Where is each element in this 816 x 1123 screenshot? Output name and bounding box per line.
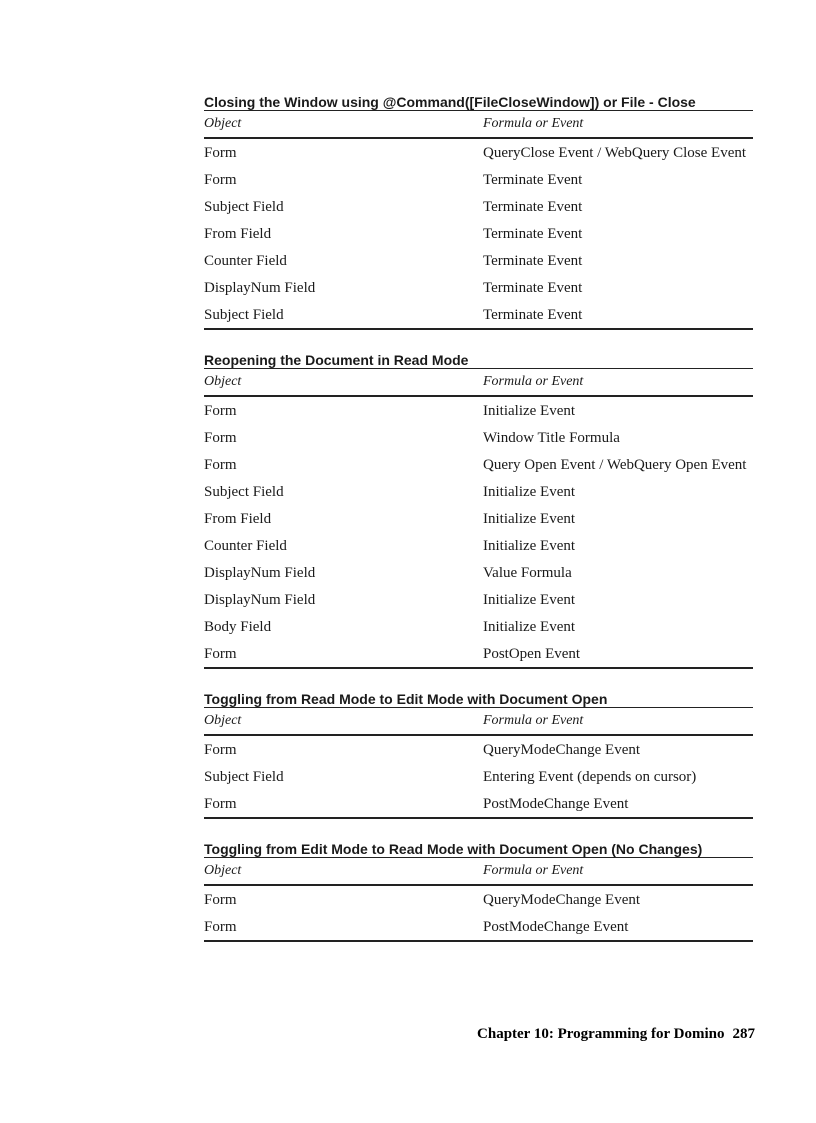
object-cell: Subject Field xyxy=(204,769,284,785)
table-row xyxy=(204,166,753,193)
object-cell: From Field xyxy=(204,511,272,527)
table-header-row xyxy=(204,111,753,139)
section-title: Closing the Window using @Command([FileCloseWindow]) or File - Close xyxy=(204,94,696,110)
object-cell: Form xyxy=(204,145,237,161)
table-header-row xyxy=(204,708,753,736)
column-header-object: Object xyxy=(204,858,483,886)
table-row xyxy=(204,640,753,668)
object-cell: Form xyxy=(204,457,237,473)
object-cell: Form xyxy=(204,430,237,446)
table-row xyxy=(204,735,753,763)
chapter-title: Chapter 10: Programming for Domino xyxy=(477,1026,725,1042)
table-row xyxy=(204,193,753,220)
event-cell: Value Formula xyxy=(483,565,572,581)
table-row xyxy=(204,301,753,329)
table-row xyxy=(204,913,753,941)
column-header-object: Object xyxy=(204,111,483,139)
object-cell: DisplayNum Field xyxy=(204,592,316,608)
section xyxy=(204,84,753,330)
event-cell: PostModeChange Event xyxy=(483,790,753,818)
document-page xyxy=(204,84,753,942)
event-cell: Terminate Event xyxy=(483,280,583,296)
object-cell: Form xyxy=(204,172,237,188)
events-table xyxy=(204,707,753,819)
event-cell: Terminate Event xyxy=(483,226,583,242)
event-cell: Terminate Event xyxy=(483,199,583,215)
object-cell: Counter Field xyxy=(204,253,287,269)
object-cell: Subject Field xyxy=(204,301,483,329)
table-row xyxy=(204,532,753,559)
object-cell: Counter Field xyxy=(204,538,287,554)
object-cell: From Field xyxy=(204,226,272,242)
object-cell: Form xyxy=(204,892,237,908)
table-row xyxy=(204,138,753,166)
section-title: Toggling from Edit Mode to Read Mode with Document Open (No Changes) xyxy=(204,841,703,857)
event-cell: Initialize Event xyxy=(483,403,576,419)
section xyxy=(204,681,753,819)
object-cell: Form xyxy=(204,640,483,668)
event-cell: Window Title Formula xyxy=(483,430,620,446)
events-table xyxy=(204,857,753,942)
section-title: Reopening the Document in Read Mode xyxy=(204,352,469,368)
object-cell: Form xyxy=(204,913,483,941)
table-row xyxy=(204,586,753,613)
object-cell: Form xyxy=(204,403,237,419)
event-cell: Terminate Event xyxy=(483,172,583,188)
table-row xyxy=(204,478,753,505)
event-cell: Terminate Event xyxy=(483,253,583,269)
event-cell: Terminate Event xyxy=(483,301,753,329)
object-cell: Form xyxy=(204,742,237,758)
event-cell: QueryClose Event / WebQuery Close Event xyxy=(483,145,747,161)
section xyxy=(204,831,753,942)
table-row xyxy=(204,274,753,301)
event-cell: Entering Event (depends on cursor) xyxy=(483,769,697,785)
table-row xyxy=(204,424,753,451)
table-row xyxy=(204,505,753,532)
section-title: Toggling from Read Mode to Edit Mode with Document Open xyxy=(204,691,608,707)
object-cell: Subject Field xyxy=(204,484,284,500)
event-cell: Initialize Event xyxy=(483,511,576,527)
table-row xyxy=(204,559,753,586)
event-cell: Initialize Event xyxy=(483,484,576,500)
column-header-formula: Formula or Event xyxy=(483,111,753,139)
page-footer xyxy=(204,1026,755,1043)
column-header-formula: Formula or Event xyxy=(483,708,753,736)
object-cell: Body Field xyxy=(204,619,272,635)
table-row xyxy=(204,451,753,478)
event-cell: Query Open Event / WebQuery Open Event xyxy=(483,457,747,473)
column-header-object: Object xyxy=(204,369,483,397)
object-cell: DisplayNum Field xyxy=(204,565,316,581)
section xyxy=(204,342,753,669)
event-cell: PostOpen Event xyxy=(483,640,753,668)
table-row xyxy=(204,763,753,790)
column-header-object: Object xyxy=(204,708,483,736)
object-cell: DisplayNum Field xyxy=(204,280,316,296)
event-cell: Initialize Event xyxy=(483,538,576,554)
table-header-row xyxy=(204,858,753,886)
table-row xyxy=(204,790,753,818)
events-table xyxy=(204,368,753,669)
table-row xyxy=(204,220,753,247)
column-header-formula: Formula or Event xyxy=(483,369,753,397)
table-row xyxy=(204,885,753,913)
table-header-row xyxy=(204,369,753,397)
events-table xyxy=(204,110,753,330)
event-cell: Initialize Event xyxy=(483,619,576,635)
column-header-formula: Formula or Event xyxy=(483,858,753,886)
page-number: 287 xyxy=(732,1026,755,1042)
object-cell: Subject Field xyxy=(204,199,284,215)
event-cell: QueryModeChange Event xyxy=(483,892,641,908)
event-cell: Initialize Event xyxy=(483,592,576,608)
event-cell: QueryModeChange Event xyxy=(483,742,641,758)
table-row xyxy=(204,613,753,640)
table-row xyxy=(204,396,753,424)
event-cell: PostModeChange Event xyxy=(483,913,753,941)
table-row xyxy=(204,247,753,274)
object-cell: Form xyxy=(204,790,483,818)
